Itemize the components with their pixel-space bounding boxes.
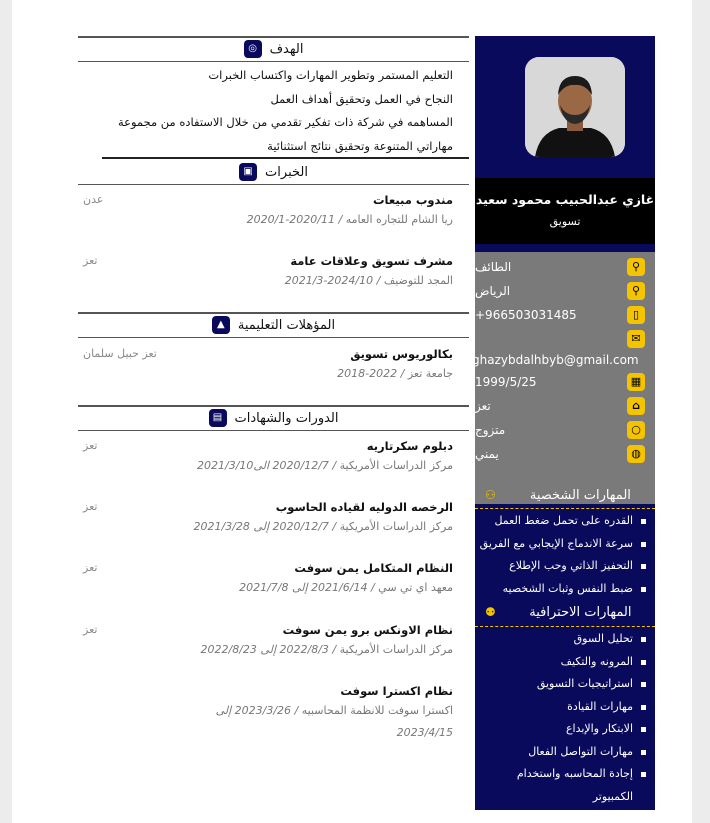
course-item: النظام المتكامل يمن سوفت معهد اي تي سي / 2021/6/14 إلى 2021/7/8 تعز [83, 561, 453, 594]
personal-skills-list [469, 510, 647, 600]
list-item: تحليل السوق [469, 628, 647, 651]
target-icon: ◎ [244, 40, 262, 58]
location-icon: ⚲ [627, 282, 645, 300]
user-skills-icon: ⚇ [485, 488, 496, 502]
location-icon: ⚲ [627, 258, 645, 276]
list-item: مهارات التواصل الفعال [469, 741, 647, 764]
course-item: دبلوم سكرتاريه مركز الدراسات الأمريكية / 2020/12/7 الى2021/3/10 تعز [83, 439, 453, 472]
contact-block [472, 252, 655, 504]
ring-icon: ○ [627, 421, 645, 439]
professional-skills-list [469, 628, 647, 808]
contact-row: 1999/5/25 ▦ [475, 371, 655, 393]
contact-row: تعز ⌂ [475, 395, 655, 417]
list-item: سرعة الاندماج الإيجابي مع الفريق [469, 533, 647, 556]
graduation-cap-icon: ▲ [212, 316, 230, 334]
list-item: القدره على تحمل ضغط العمل [469, 510, 647, 533]
course-item: نظام الاونكس برو يمن سوفت مركز الدراسات الأمريكية / 2022/8/3 إلى 2022/8/23 تعز [83, 623, 453, 656]
email-icon: ✉ [627, 330, 645, 348]
education-title: المؤهلات التعليمية [237, 317, 336, 333]
sidebar [472, 36, 655, 810]
contact-row: متزوج ○ [475, 419, 655, 441]
experience-item: مندوب مبيعات ريا الشام للتجاره العامه / 2020/11-2020/1 عدن [83, 193, 453, 226]
users-plus-icon: ⚉ [485, 605, 496, 619]
experience-title: الخبرات [265, 164, 308, 180]
name-block [475, 178, 655, 244]
phone-icon: ▯ [627, 306, 645, 324]
list-item: ضبط النفس وثبات الشخصيه [469, 578, 647, 601]
briefcase-icon: ▣ [239, 163, 257, 181]
professional-skills-title: المهارات الاحترافية [529, 604, 632, 620]
education-header [78, 312, 469, 338]
objective-header [78, 36, 469, 62]
experience-header [78, 159, 469, 185]
education-item: بكالوريوس تسويق جامعة تعز / 2022-2018 تعز حبيل سلمان [83, 347, 453, 380]
globe-icon: ◍ [627, 445, 645, 463]
list-item: المرونه والتكيف [469, 651, 647, 674]
resume-page [12, 0, 692, 823]
contact-row: الطائف ⚲ [475, 256, 655, 278]
course-item: نظام اكسترا سوفت اكسترا سوفت للانظمة المحاسبيه / 2023/3/26 إلى 2023/4/15 [215, 684, 453, 739]
contact-row: الرياض ⚲ [475, 280, 655, 302]
personal-skills-header [475, 482, 655, 508]
list-item: الابتكار والإبداع [469, 718, 647, 741]
list-item: التحفيز الذاتي وحب الإطلاع [469, 555, 647, 578]
job-title: تسويق [549, 215, 581, 228]
list-item: إجادة المحاسبه واستخدام [469, 763, 647, 786]
personal-skills-title: المهارات الشخصية [529, 487, 631, 503]
objective-text: التعليم المستمر وتطوير المهارات واكتساب الخبرات النجاح في العمل وتحقيق أهداف العمل المساهمه في شركة ذات تفكير تقدمي من خلال الاستفاده من مجموعة مهاراتي المتنوعة وتحقيق نتائج استثنائية [117, 68, 453, 153]
professional-skills-header [475, 599, 655, 625]
contact-row: ghazybdalhbyb@gmail.com [472, 353, 639, 367]
contact-row: يمني ◍ [475, 443, 655, 465]
list-item: استراتيجيات التسويق [469, 673, 647, 696]
objective-title: الهدف [269, 41, 304, 57]
person-name: غازي عبدالحبيب محمود سعيد [475, 192, 655, 207]
courses-title: الدورات والشهادات [234, 410, 339, 426]
home-icon: ⌂ [627, 397, 645, 415]
list-item-continued: الكمبيوتر [592, 789, 633, 803]
list-item: مهارات القيادة [469, 696, 647, 719]
calendar-icon: ▦ [627, 373, 645, 391]
courses-header [78, 405, 469, 431]
course-item: الرخصه الدوليه لقياده الحاسوب مركز الدراسات الأمريكية / 2020/12/7 إلى 2021/3/28 تعز [83, 500, 453, 533]
certificate-icon: ▤ [209, 409, 227, 427]
profile-photo [525, 57, 625, 157]
experience-item: مشرف تسويق وعلاقات عامة المجد للتوضيف / 2024/10-2021/3 تعز [83, 254, 453, 287]
contact-row: +966503031485 ▯ [475, 304, 655, 326]
contact-row [475, 328, 655, 350]
